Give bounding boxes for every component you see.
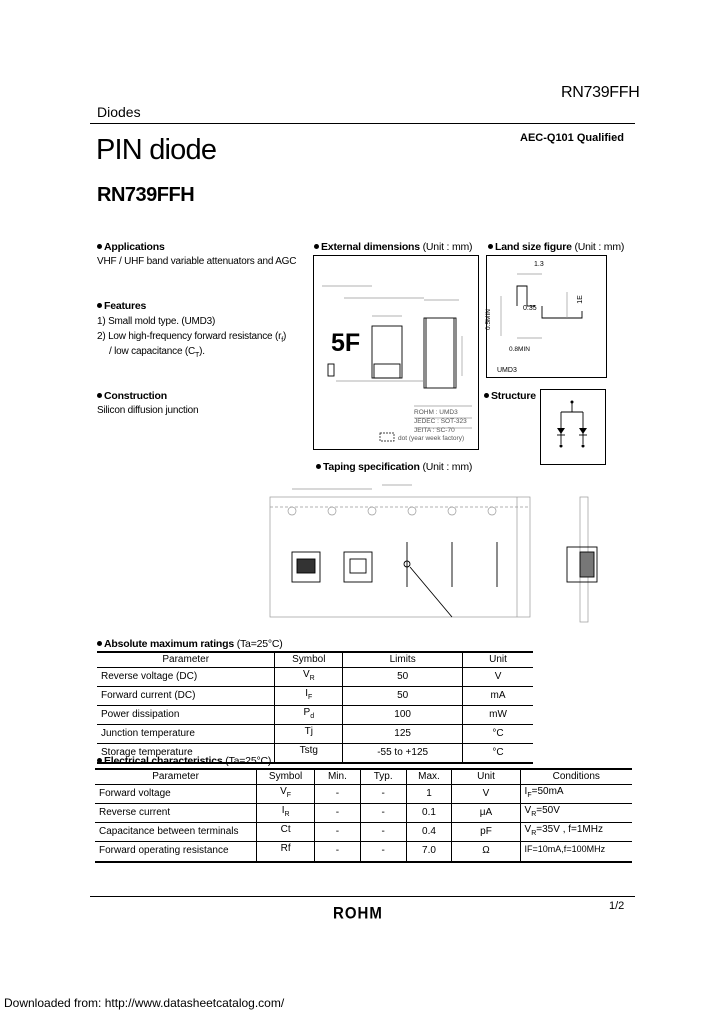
elec-symbol: $V_F$ bbox=[257, 785, 315, 804]
abs-max-limit: 50 bbox=[343, 668, 463, 687]
features-line-2: 2) Low high-frequency forward resistance $(r_f)$ bbox=[97, 331, 287, 344]
abs-max-limit: -55 to +125 bbox=[343, 744, 463, 764]
land-dim-13: 1.3 bbox=[534, 261, 544, 268]
elec-unit: pF bbox=[452, 823, 520, 842]
table-row bbox=[97, 706, 533, 725]
abs-max-symbol: $I_F$ bbox=[275, 687, 343, 706]
elec-max: 0.4 bbox=[406, 823, 452, 842]
structure-figure bbox=[540, 389, 606, 465]
construction-title: Construction bbox=[97, 390, 167, 402]
table-row bbox=[95, 804, 632, 823]
applications-title: Applications bbox=[97, 241, 165, 253]
abs-max-symbol: Tj bbox=[275, 725, 343, 744]
abs-max-limit: 50 bbox=[343, 687, 463, 706]
elec-max: 0.1 bbox=[406, 804, 452, 823]
elec-param: Reverse current bbox=[95, 804, 257, 823]
footer-rule bbox=[90, 896, 635, 897]
elec-min: - bbox=[315, 804, 361, 823]
table-row bbox=[97, 725, 533, 744]
abs-max-param: Power dissipation bbox=[97, 706, 275, 725]
elec-min: - bbox=[315, 785, 361, 804]
abs-max-param: Junction temperature bbox=[97, 725, 275, 744]
category-label: Diodes bbox=[97, 104, 141, 120]
header-rule bbox=[90, 123, 635, 124]
land-package-label: UMD3 bbox=[497, 367, 517, 374]
elec-param: Forward operating resistance bbox=[95, 842, 257, 862]
land-dim-side: 0.5MIN bbox=[484, 309, 492, 330]
land-dim-1e: 1E bbox=[576, 295, 584, 304]
product-name-title: RN739FFH bbox=[97, 184, 195, 206]
abs-max-title: Absolute maximum ratings (Ta=25°C) bbox=[97, 638, 283, 650]
rohm-logo: ROHM bbox=[333, 904, 383, 923]
qualification-label: AEC-Q101 Qualified bbox=[520, 132, 624, 144]
elec-condition: $V_R=50V$ bbox=[520, 804, 632, 823]
table-row bbox=[97, 668, 533, 687]
structure-diode-icon bbox=[541, 390, 605, 464]
elec-header-parameter: Parameter bbox=[95, 769, 257, 785]
land-size-drawing bbox=[484, 256, 606, 377]
abs-max-header-symbol: Symbol bbox=[275, 652, 343, 668]
elec-unit: V bbox=[452, 785, 520, 804]
elec-unit: μA bbox=[452, 804, 520, 823]
download-link[interactable]: http://www.datasheetcatalog.com/ bbox=[104, 996, 285, 1010]
abs-max-unit: V bbox=[463, 668, 533, 687]
abs-max-unit: °C bbox=[463, 744, 533, 764]
elec-param: Forward voltage bbox=[95, 785, 257, 804]
construction-text: Silicon diffusion junction bbox=[97, 405, 199, 416]
elec-condition: $V_R=35V$ , f=1MHz bbox=[520, 823, 632, 842]
elec-min: - bbox=[315, 823, 361, 842]
elec-condition: IF=10mA,f=100MHz bbox=[520, 842, 632, 862]
abs-max-param: Reverse voltage (DC) bbox=[97, 668, 275, 687]
abs-max-header-unit: Unit bbox=[463, 652, 533, 668]
features-title: Features bbox=[97, 300, 146, 312]
marking-label: 5F bbox=[331, 329, 361, 357]
abs-max-unit: °C bbox=[463, 725, 533, 744]
elec-header-symbol: Symbol bbox=[257, 769, 315, 785]
elec-symbol: $I_R$ bbox=[257, 804, 315, 823]
abs-max-header-limits: Limits bbox=[343, 652, 463, 668]
jedec-label: JEDEC : SOT-323 bbox=[414, 418, 467, 425]
product-type-title: PIN diode bbox=[96, 134, 217, 166]
elec-max: 1 bbox=[406, 785, 452, 804]
elec-header-conditions: Conditions bbox=[520, 769, 632, 785]
part-number-header: RN739FFH bbox=[561, 84, 640, 101]
table-row bbox=[97, 687, 533, 706]
abs-max-symbol: Tstg bbox=[275, 744, 343, 764]
taping-title: Taping specification (Unit : mm) bbox=[316, 461, 472, 473]
electrical-table bbox=[95, 768, 632, 863]
elec-min: - bbox=[315, 842, 361, 862]
applications-text: VHF / UHF band variable attenuators and AGC bbox=[97, 256, 297, 267]
abs-max-table bbox=[97, 651, 533, 764]
elec-condition: $I_F=50mA$ bbox=[520, 785, 632, 804]
elec-param: Capacitance between terminals bbox=[95, 823, 257, 842]
abs-max-symbol: $P_d$ bbox=[275, 706, 343, 725]
elec-symbol: Ct bbox=[257, 823, 315, 842]
table-row bbox=[95, 785, 632, 804]
abs-max-symbol: $V_R$ bbox=[275, 668, 343, 687]
external-dimensions-title: External dimensions (Unit : mm) bbox=[314, 241, 472, 253]
abs-max-unit: mA bbox=[463, 687, 533, 706]
elec-header-min: Min. bbox=[315, 769, 361, 785]
abs-max-header-parameter: Parameter bbox=[97, 652, 275, 668]
abs-max-limit: 100 bbox=[343, 706, 463, 725]
electrical-title: Electrical characteristics (Ta=25°C) bbox=[97, 755, 271, 767]
elec-typ: - bbox=[360, 823, 406, 842]
features-line-3: / low capacitance $(C_T)$. bbox=[109, 346, 205, 359]
download-label: Downloaded from: bbox=[4, 996, 102, 1010]
abs-max-unit: mW bbox=[463, 706, 533, 725]
elec-typ: - bbox=[360, 842, 406, 862]
elec-typ: - bbox=[360, 785, 406, 804]
table-row bbox=[95, 823, 632, 842]
dot-note-label: dot (year week factory) bbox=[398, 435, 465, 442]
land-size-figure bbox=[486, 255, 607, 378]
abs-max-limit: 125 bbox=[343, 725, 463, 744]
jeita-label: JEITA : SC-70 bbox=[414, 427, 455, 434]
taping-drawing bbox=[262, 477, 612, 627]
elec-header-max: Max. bbox=[406, 769, 452, 785]
elec-max: 7.0 bbox=[406, 842, 452, 862]
abs-max-param: Forward current (DC) bbox=[97, 687, 275, 706]
structure-title: Structure bbox=[484, 390, 536, 402]
download-line bbox=[4, 996, 284, 1010]
elec-header-unit: Unit bbox=[452, 769, 520, 785]
land-dim-035: 0.35 bbox=[523, 305, 537, 312]
page-number: 1/2 bbox=[609, 900, 625, 912]
land-size-title: Land size figure (Unit : mm) bbox=[488, 241, 624, 253]
rohm-package-label: ROHM : UMD3 bbox=[414, 409, 458, 416]
external-dimensions-figure bbox=[313, 255, 479, 450]
features-line-1: 1) Small mold type. (UMD3) bbox=[97, 316, 216, 327]
elec-header-typ: Typ. bbox=[360, 769, 406, 785]
elec-symbol: Rf bbox=[257, 842, 315, 862]
elec-unit: Ω bbox=[452, 842, 520, 862]
elec-typ: - bbox=[360, 804, 406, 823]
table-row bbox=[95, 842, 632, 862]
abs-max-param: Storage temperature bbox=[97, 744, 275, 764]
land-dim-08min: 0.8MIN bbox=[509, 346, 530, 353]
